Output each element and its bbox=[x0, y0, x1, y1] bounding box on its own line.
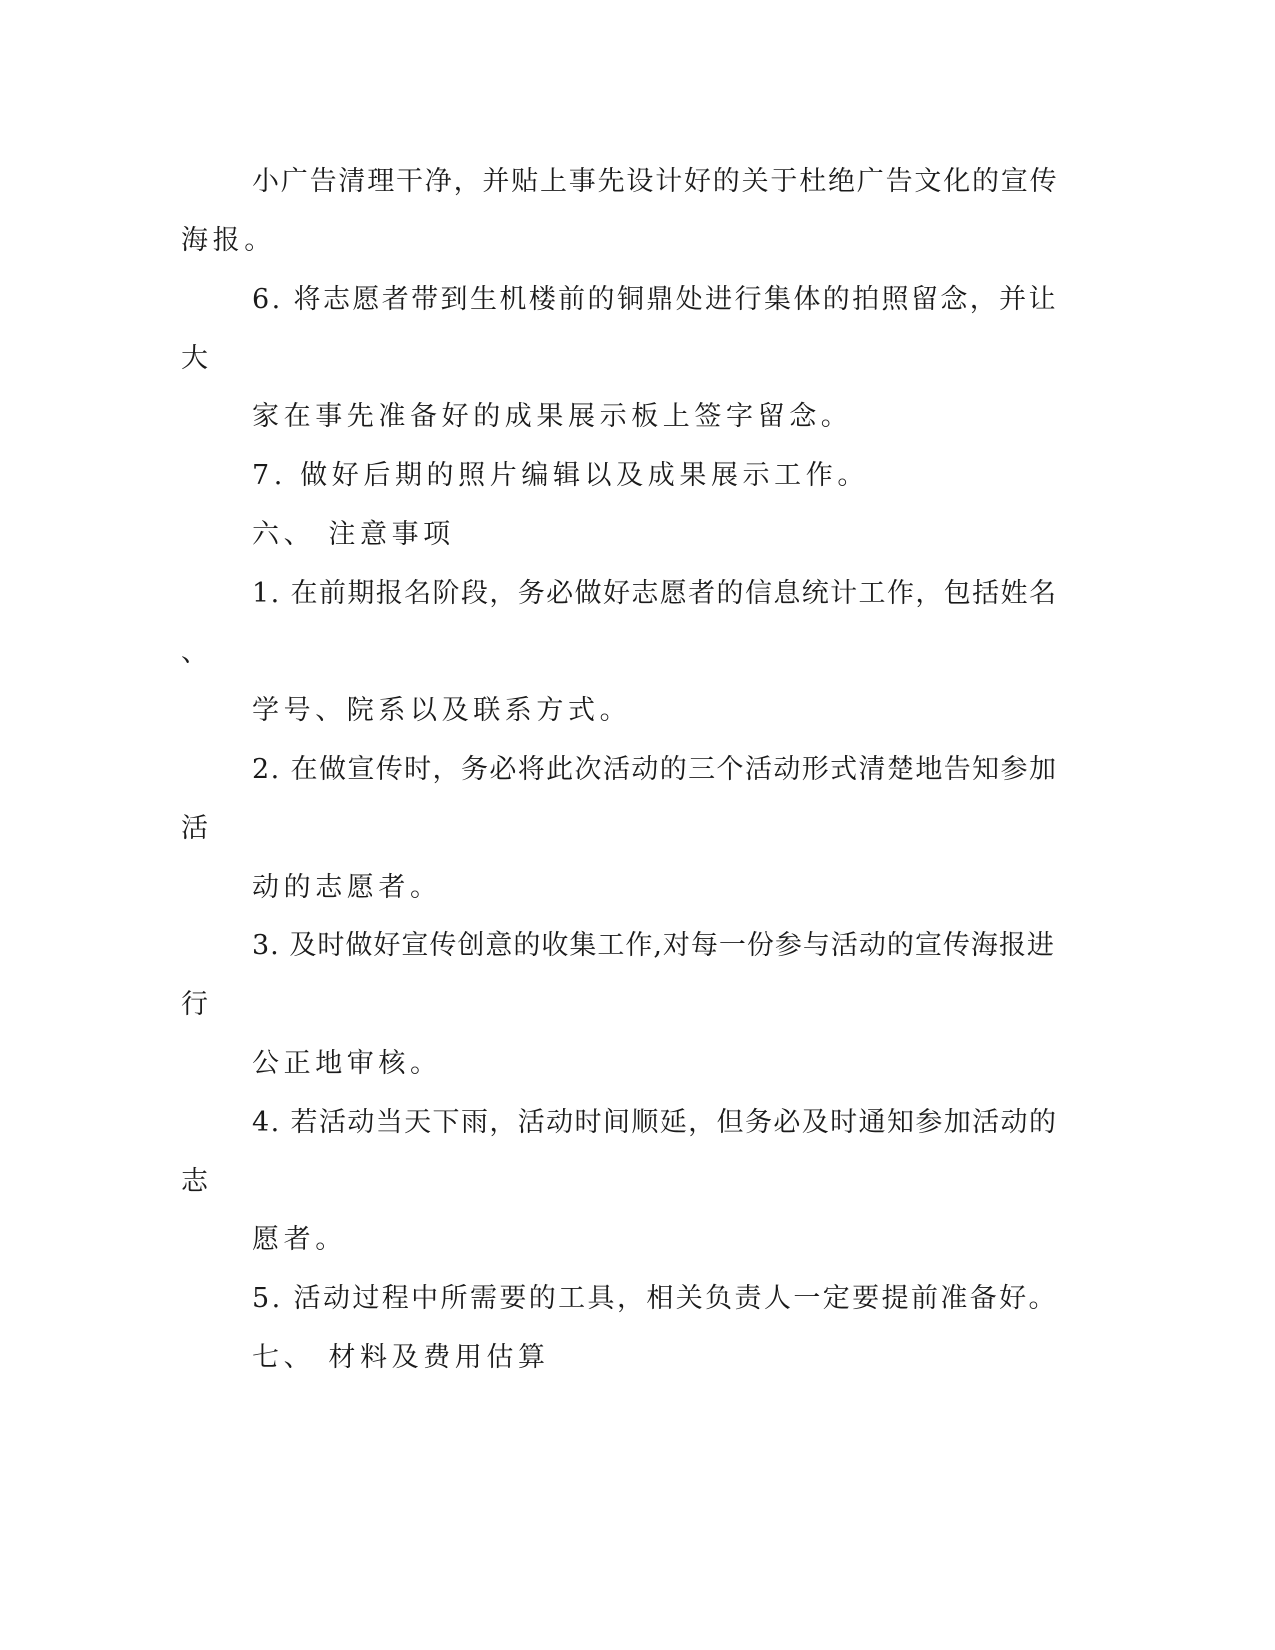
list-item-line: 4. 若活动当天下雨，活动时间顺延，但务必及时通知参加活动的 bbox=[252, 1107, 1058, 1138]
list-item-line: 1. 在前期报名阶段，务必做好志愿者的信息统计工作，包括姓名 bbox=[252, 578, 1058, 609]
paragraph-line: 学号、院系以及联系方式。 bbox=[252, 695, 632, 726]
paragraph-line: 家在事先准备好的成果展示板上签字留念。 bbox=[252, 401, 853, 432]
paragraph-line: 大 bbox=[181, 343, 213, 374]
paragraph-line: 志 bbox=[181, 1166, 213, 1197]
section-heading: 七、 材料及费用估算 bbox=[252, 1342, 550, 1373]
paragraph-line: 活 bbox=[181, 813, 213, 844]
paragraph-line: 动的志愿者。 bbox=[252, 872, 442, 903]
paragraph-line: 小广告清理干净，并贴上事先设计好的关于杜绝广告文化的宣传 bbox=[252, 166, 1059, 197]
list-item-line: 6. 将志愿者带到生机楼前的铜鼎处进行集体的拍照留念，并让 bbox=[252, 284, 1058, 315]
paragraph-line: 公正地审核。 bbox=[252, 1048, 442, 1079]
list-item-line: 5. 活动过程中所需要的工具，相关负责人一定要提前准备好。 bbox=[252, 1283, 1058, 1314]
section-heading: 六、 注意事项 bbox=[252, 519, 455, 550]
paragraph-line: 愿者。 bbox=[252, 1224, 347, 1255]
paragraph-line: 海报。 bbox=[181, 225, 276, 256]
list-item-line: 2. 在做宣传时，务必将此次活动的三个活动形式清楚地告知参加 bbox=[252, 754, 1058, 785]
paragraph-line: 行 bbox=[181, 989, 213, 1020]
list-item-line: 7. 做好后期的照片编辑以及成果展示工作。 bbox=[252, 460, 869, 491]
list-item-line: 3. 及时做好宣传创意的收集工作,对每一份参与活动的宣传海报进 bbox=[252, 930, 1055, 961]
paragraph-line: 、 bbox=[181, 637, 213, 668]
